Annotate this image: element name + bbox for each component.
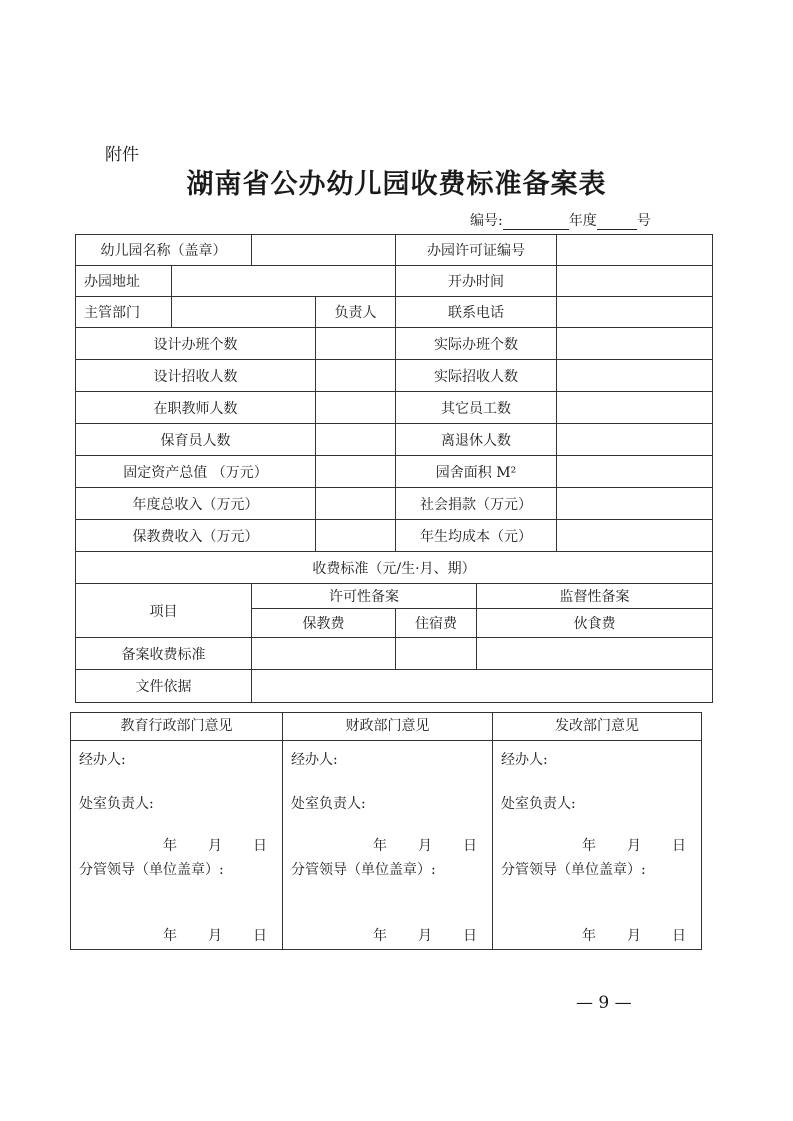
stat-label: 年生均成本（元） [396,520,557,552]
stat-field[interactable] [557,520,713,552]
meal-fee-header: 伙食费 [477,609,713,638]
opinion-title: 教育行政部门意见 [71,713,282,741]
leader-seal-label: 分管领导（单位盖章）: [79,862,224,878]
handler-label: 经办人: [79,752,126,768]
phone-label: 联系电话 [396,297,557,328]
opinion-education[interactable] [71,713,283,950]
stat-field[interactable] [557,392,713,424]
stat-field[interactable] [316,392,396,424]
handler-label: 经办人: [291,752,338,768]
office-head-label: 处室负责人: [501,796,576,812]
office-head-label: 处室负责人: [291,796,366,812]
opinion-finance[interactable] [283,713,493,950]
kindergarten-name-field[interactable] [252,235,396,266]
stat-field[interactable] [316,328,396,360]
stat-label: 实际招收人数 [396,360,557,392]
stat-label: 保教费收入（万元） [76,520,316,552]
leader-seal-label: 分管领导（单位盖章）: [501,862,646,878]
serial-number-line [470,210,651,230]
document-basis-label: 文件依据 [76,670,252,703]
stat-label: 园舍面积 M² [396,456,557,488]
serial-year-label: 年度 [568,213,597,229]
filed-standard-label: 备案收费标准 [76,638,252,670]
date-label: 年 月 日 [582,838,687,854]
date-label: 年 月 日 [582,928,687,944]
stat-field[interactable] [316,520,396,552]
item-label: 项目 [76,584,252,638]
address-label: 办园地址 [76,266,172,297]
fee-standard-header: 收费标准（元/生·月、期） [76,552,713,584]
serial-label: 编号: [470,213,503,229]
license-number-label: 办园许可证编号 [396,235,557,266]
boarding-fee-header: 住宿费 [396,609,477,638]
stat-field[interactable] [557,456,713,488]
stat-label: 其它员工数 [396,392,557,424]
phone-field[interactable] [557,297,713,328]
tuition-fee-field[interactable] [252,638,396,670]
stat-field[interactable] [316,488,396,520]
document-basis-field[interactable] [252,670,713,703]
stat-field[interactable] [316,424,396,456]
stat-label: 在职教师人数 [76,392,316,424]
boarding-fee-field[interactable] [396,638,477,670]
document-title: 湖南省公办幼儿园收费标准备案表 [186,169,607,200]
date-label: 年 月 日 [373,928,478,944]
stat-field[interactable] [557,424,713,456]
open-time-field[interactable] [557,266,713,297]
opinion-title: 财政部门意见 [283,713,492,741]
stat-label: 固定资产总值 （万元） [76,456,316,488]
serial-no-label: 号 [636,213,651,229]
stat-label: 社会捐款（万元） [396,488,557,520]
meal-fee-field[interactable] [477,638,713,670]
dept-label: 主管部门 [76,297,172,328]
stat-label: 保育员人数 [76,424,316,456]
page-number: — 9 — [576,993,632,1013]
leader-seal-label: 分管领导（单位盖章）: [291,862,436,878]
leader-label: 负责人 [316,297,396,328]
opinion-title: 发改部门意见 [493,713,701,741]
serial-no-blank[interactable] [597,213,637,230]
kindergarten-name-label: 幼儿园名称（盖章） [76,235,252,266]
opinion-table [70,712,702,950]
tuition-fee-header: 保教费 [252,609,396,638]
dept-field[interactable] [172,297,316,328]
supervise-filing-group: 监督性备案 [477,584,713,609]
stat-field[interactable] [557,328,713,360]
date-label: 年 月 日 [373,838,478,854]
open-time-label: 开办时间 [396,266,557,297]
license-number-field[interactable] [557,235,713,266]
opinion-development-reform[interactable] [493,713,702,950]
stat-label: 实际办班个数 [396,328,557,360]
office-head-label: 处室负责人: [79,796,154,812]
date-label: 年 月 日 [163,928,268,944]
stat-field[interactable] [316,360,396,392]
serial-year-blank[interactable] [503,213,569,230]
stat-label: 设计招收人数 [76,360,316,392]
stat-field[interactable] [316,456,396,488]
stat-label: 设计办班个数 [76,328,316,360]
stat-label: 离退休人数 [396,424,557,456]
stat-field[interactable] [557,360,713,392]
date-label: 年 月 日 [163,838,268,854]
handler-label: 经办人: [501,752,548,768]
attachment-label: 附件 [105,145,139,165]
filing-form-table [75,234,713,703]
address-field[interactable] [172,266,396,297]
stat-label: 年度总收入（万元） [76,488,316,520]
stat-field[interactable] [557,488,713,520]
license-filing-group: 许可性备案 [252,584,477,609]
